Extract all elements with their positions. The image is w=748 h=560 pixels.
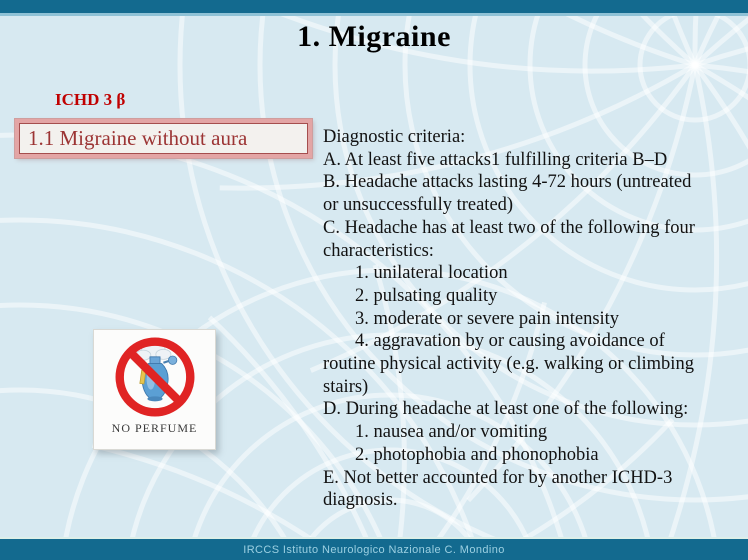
criteria-line: Diagnostic criteria:: [323, 127, 466, 147]
criteria-line: E. Not better accounted for by another ICHD-3: [323, 467, 673, 488]
ichd-classification-label: ICHD 3 β: [55, 90, 126, 109]
criteria-line: characteristics:: [323, 240, 434, 261]
criteria-line: 2. photophobia and phonophobia: [355, 444, 599, 465]
slide-title: 1. Migraine: [297, 20, 451, 53]
no-perfume-image-card: [93, 329, 216, 450]
criteria-line: stairs): [323, 376, 369, 397]
criteria-line: diagnosis.: [323, 490, 398, 511]
criteria-line: 3. moderate or severe pain intensity: [355, 308, 620, 329]
criteria-line: D. During headache at least one of the following:: [323, 399, 689, 420]
criteria-line: routine physical activity (e.g. walking or climbing: [323, 354, 694, 375]
diagnostic-criteria-text: [323, 126, 738, 512]
criteria-line: 2. pulsating quality: [355, 285, 498, 306]
criteria-line: A. At least five attacks1 fulfilling criteria B–D: [323, 149, 668, 170]
footer-bar: [0, 537, 748, 560]
criteria-line: 1. nausea and/or vomiting: [355, 422, 548, 443]
migraine-without-aura-box: [15, 119, 312, 158]
criteria-line: C. Headache has at least two of the following four: [323, 217, 695, 238]
criteria-line: B. Headache attacks lasting 4-72 hours (untreated: [323, 172, 692, 193]
criteria-line: 1. unilateral location: [355, 263, 508, 284]
migraine-box-label: 1.1 Migraine without aura: [28, 126, 248, 150]
no-perfume-caption: NO PERFUME: [111, 421, 198, 435]
no-perfume-icon: [113, 335, 197, 419]
top-border-bar: [0, 0, 748, 16]
footer-institution-text: IRCCS Istituto Neurologico Nazionale C. Mondino: [243, 543, 505, 556]
criteria-line: or unsuccessfully treated): [323, 195, 514, 216]
criteria-line: 4. aggravation by or causing avoidance of: [355, 331, 665, 352]
